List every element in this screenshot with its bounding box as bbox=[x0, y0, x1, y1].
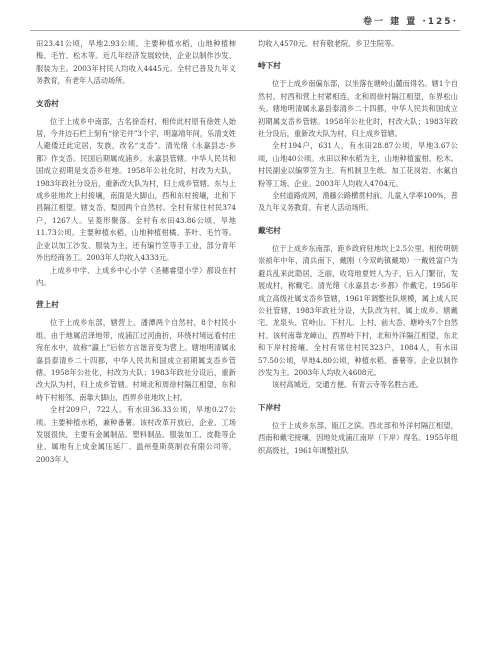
section-heading-zhiao: 支岙村 bbox=[36, 98, 59, 108]
section-heading-xiaan: 下岸村 bbox=[258, 402, 281, 412]
left-column bbox=[36, 38, 236, 638]
paragraph: 全村道路成网，渔藤公路横贯村前。儿童入学率100%，普及九年义务教育。有老人活动场所。 bbox=[258, 191, 458, 213]
section-heading-daizhai: 戴宅村 bbox=[258, 225, 281, 235]
header-rule bbox=[30, 30, 460, 31]
paragraph: 位于上成乡中南部，古名徐岙村，相传此村原有徐姓人始居，今井边石栏上刻有“徐宅井”3个字，明嘉靖年间，乐清支姓人避倭迁此定居，发族，改名“支岙”。清光绪《永嘉县志·乡都》作支岙。民国后期属成浦乡。永嘉县管辖。中华人民共和国成立初期是支岙乡驻地。1958年公社化时，村改为大队，1983年政社分设后，重新改大队为村，归上成乡管辖。东与上成乡驻地坎上村接壤，南面是大脚山，西和东村接壤，北和下昌隔江相望。辖支岙、梨园两个自然村。全村有常住村民374户，1267人。呈菱形聚落。全村有水田43.86公顷、旱地11.73公顷。主要种植水稻，山地种植柑橘、茶叶、毛竹等。企业以加工沙发、服装为主，还有编竹笠等手工业，部分青年外出经商务工。2003年人均收入4333元。 bbox=[36, 116, 236, 263]
paragraph: 位于上成乡东南部，距乡政府驻地坎上2.5公里。相传明朝崇祯年中年，清兵南下，戴刚（今双屿镇戴坳）一戴姓富户为避兵乱来此隐居，乏丽，收弯地夏姓人为子，后入门繁衍，发展成村，称戴宅。清光绪《永嘉县志·乡都》作戴宅。1956年成立高级社属支岙乡管辖，1961年调整社队规模，属上成人民公社管辖，1983年政社分设，大队改为村，属上成乡。辖戴宅、龙泉头、官岭山、下村儿、上村、前大岙、塘岭头7个自然村。该村南靠龙嶂山，西界岭下村，北和外洋隔江相望，东北和下岸村接壤。全村有常住村民323户，1084人，有水田57.50公顷，旱地4.80公顷，种植水稻、番薯等。企业以制作沙发为主。2003年人均收入4608元。 bbox=[258, 243, 458, 377]
section-heading-yingshang: 营上村 bbox=[36, 300, 59, 310]
paragraph: 全村209户，722人。有水田36.33公顷，旱地0.27公顷。主要种植水稻，兼种番薯。该村改革开放后，企业、工场发展很快，主要有金属制品、塑料制品、服装加工、皮鞋等企业。属地有上成金属压延厂、温州曼斯莫制衣有限公司等，2003年人 bbox=[36, 405, 236, 464]
paragraph: 上成乡中学、上成乡中心小学（圣穗睿望小学）都设在村内。 bbox=[36, 265, 236, 287]
page-header bbox=[0, 0, 480, 34]
paragraph: 该村高城近，交通方便。有青云寺等名胜古迹。 bbox=[272, 380, 423, 390]
right-column bbox=[258, 38, 458, 638]
section-heading-zhixia: 峙下村 bbox=[258, 61, 281, 71]
paragraph: 全村194户，631人，有水田28.87公顷，旱地3.67公顷，山地40公顷。水田以种水稻为主，山地种植蜜柑、松木。村民副业以编箩笠为主。有机制卫生纸、加工花岗岩、水氟自粉等工场、企业。2003年人均收入4704元。 bbox=[258, 141, 458, 188]
paragraph: 位于上成乡东部，瓯江之滨。西北部和外洋村隔江相望，西南和戴宅接壤，因地处成浦江南岸（下岸）得名。1955年组织高级社，1961年调整社队 bbox=[258, 420, 458, 455]
paragraph: 位于上成乡东部，辖营上、潘潭两个自然村，8个村民小组。由于地属沼泽地带，成浦江过河曲折，环绕村境远看村庄宛在水中，故称“瀛上”后依方言谐音变为营上。辖地明清属永嘉县泰清乡二十四都，中华人民共和国成立初期属支岙乡管辖。1958年公社化，村改为大队；1983年政社分设后，重新改大队为村，归上成乡管辖。村境北和周徐村隔江相望，东和峙下村相邻，南靠大脚山，西界乡驻地坎上村。 bbox=[36, 318, 236, 402]
paragraph: 均收入4570元。村有敬老院、乡卫生院等。 bbox=[258, 39, 399, 48]
paragraph: 田23.41公顷，旱地2.93公顷。主要种植水稻，山地种植柿梅、毛竹、松木等。近几年经济发展较快，企业以制作沙发、服装为主。2003年村民人均收入4445元。全村已普及九年义务教育，有老年人活动场所。 bbox=[36, 39, 236, 86]
running-head: 卷一 建 置 ·125· bbox=[362, 17, 458, 27]
paragraph: 位于上成乡南偏东部，以坐落在塘岭山麓而得名。辖1个自然村，村西和营上村紧相连，北和周徐村隔江相望，东界松山头。辖地明清属永嘉县泰清乡二十四都，中华人民共和国成立初期属支岙乡管辖。1958年公社化时，村改大队；1983年政社分设后，重新改大队为村，归上成乡管辖。 bbox=[258, 79, 458, 139]
